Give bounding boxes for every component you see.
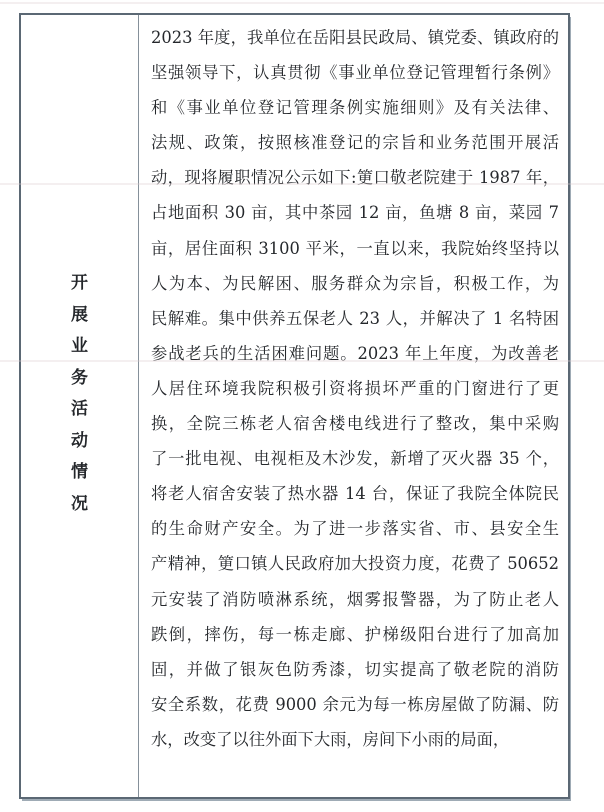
text-line: 人为本、为民解困、服务群众为宗旨，积极工作，为 [151,273,559,293]
text-line: 民解难。集中供养五保老人 23 人，并解决了 1 名特困 [151,308,559,328]
row-header-char: 情 [71,462,88,482]
scan-artifact-line [0,2,604,4]
text-line: 将老人宿舍安装了热水器 14 台，保证了我院全体院民 [151,484,559,504]
text-line: 产精神，筻口镇人民政府加大投资力度，花费了 50652 [151,554,559,574]
text-line: 了一批电视、电视柜及木沙发，新增了灭火器 35 个， [151,449,559,469]
text-line: 安全系数，花费 9000 余元为每一栋房屋做了防漏、防 [151,694,559,714]
row-header-char: 开 [71,273,88,293]
content-cell [139,15,568,797]
text-line: 参战老兵的生活困难问题。2023 年上年度，为改善老 [151,343,559,363]
row-header-char: 展 [71,304,88,325]
body-text [151,20,559,757]
row-header-char: 况 [71,493,88,514]
text-line: 2023 年度，我单位在岳阳县民政局、镇党委、镇政府的 [151,28,559,47]
text-line: 动，现将履职情况公示如下:筻口敬老院建于 1987 年， [151,168,559,188]
text-line: 占地面积 30 亩，其中茶园 12 亩，鱼塘 8 亩，菜园 7 [151,203,559,223]
activities-table [19,13,570,799]
text-line: 人居住环境我院积极引资将损坏严重的门窗进行了更 [151,378,559,398]
row-header-vertical-label [71,268,88,520]
row-header-cell [21,15,139,797]
text-line: 跌倒，摔伤，每一栋走廊、护梯级阳台进行了加高加 [151,624,559,644]
row-header-char: 动 [71,430,88,451]
text-line: 坚强领导下，认真贯彻《事业单位登记管理暂行条例》 [151,63,559,83]
text-line: 换，全院三栋老人宿舍楼电线进行了整改，集中采购 [151,414,559,434]
row-header-char: 业 [71,336,88,356]
text-line: 水，改变了以往外面下大雨，房间下小雨的局面， [151,729,510,749]
text-line: 的生命财产安全。为了进一步落实省、市、县安全生 [151,519,559,539]
text-line: 法规、政策，按照核准登记的宗旨和业务范围开展活 [151,133,559,153]
text-line: 固，并做了银灰色防秀漆，切实提高了敬老院的消防 [151,659,559,679]
row-header-char: 活 [71,399,88,419]
row-header-char: 务 [71,367,88,388]
text-line: 亩，居住面积 3100 平米，一直以来，我院始终坚持以 [151,238,559,258]
text-line: 元安装了消防喷淋系统，烟雾报警器，为了防止老人 [151,589,559,609]
text-line: 和《事业单位登记管理条例实施细则》及有关法律、 [151,98,559,118]
